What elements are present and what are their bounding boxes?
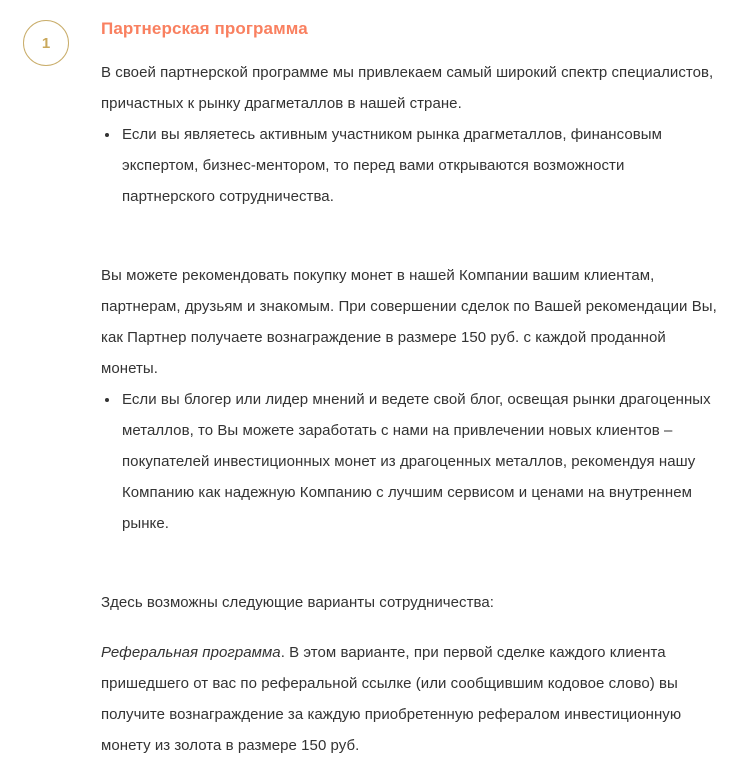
cooperation-options-lead: Здесь возможны следующие варианты сотрудничества:	[101, 594, 494, 611]
benefits-list-primary	[101, 119, 717, 212]
referral-program-name: Реферальная программа	[101, 644, 281, 661]
step-number-badge	[23, 20, 69, 66]
referral-program-paragraph	[101, 637, 717, 761]
step-number-label: 1	[41, 34, 51, 52]
list-item: Если вы блогер или лидер мнений и ведете свой блог, освещая рынки драгоценных металлов, то Вы можете заработать с нами на привлечении новых клиентов – покупателей инвестиционных монет из драгоценных металлов, рекомендуя нашу Компанию как надежную Компанию с лучшим сервисом и ценами на внутреннем рынке.	[101, 384, 717, 539]
page-title: Партнерская программа	[101, 19, 308, 38]
section-content	[101, 18, 717, 761]
benefits-list-secondary	[101, 384, 717, 539]
referral-program-description: . В этом варианте, при первой сделке каждого клиента пришедшего от вас по реферальной ссылке (или сообщившим кодовое слово) вы получите вознаграждение за каждую приобретенную рефералом инвестиционную монету из золота в размере 150 руб.	[101, 644, 682, 754]
intro-paragraph: В своей партнерской программе мы привлекаем самый широкий спектр специалистов, причастных к рынку драгметаллов в нашей стране.	[101, 64, 714, 112]
list-item: Если вы являетесь активным участником рынка драгметаллов, финансовым экспертом, бизнес-ментором, то перед вами открываются возможности партнерского сотрудничества.	[101, 119, 717, 212]
recommendation-paragraph: Вы можете рекомендовать покупку монет в нашей Компании вашим клиентам, партнерам, друзьям и знакомым. При совершении сделок по Вашей рекомендации Вы, как Партнер получаете вознаграждение в размере 150 руб. с каждой проданной монеты.	[101, 267, 717, 377]
